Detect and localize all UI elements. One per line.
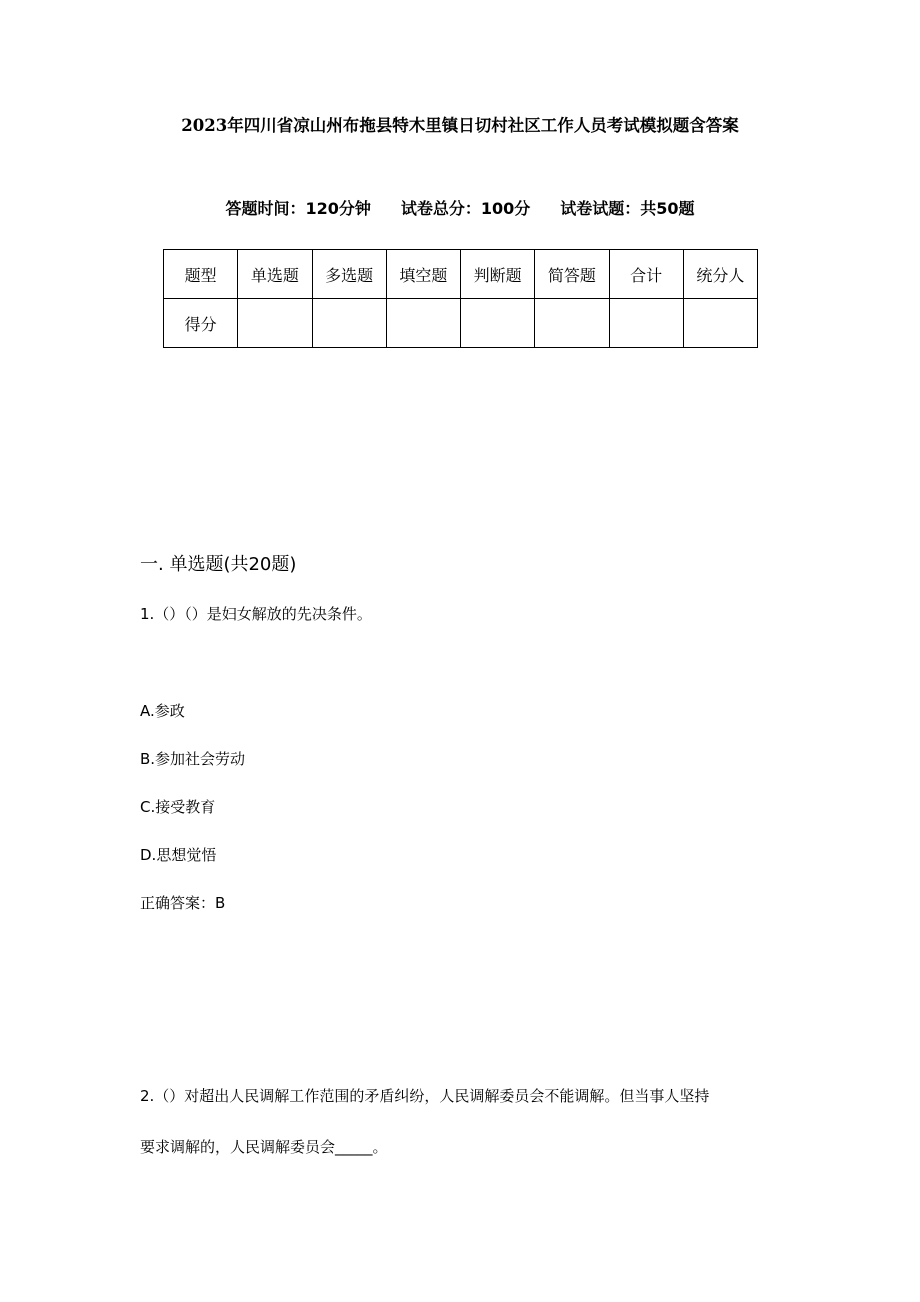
section-heading: 一. 单选题(共20题) xyxy=(140,554,297,575)
score-cell xyxy=(238,299,312,348)
header-cell-multiple-choice: 多选题 xyxy=(312,250,386,299)
exam-total-score: 试卷总分：100分 xyxy=(400,199,531,218)
header-cell-true-false: 判断题 xyxy=(461,250,535,299)
header-cell-scorer: 统分人 xyxy=(683,250,757,299)
question-1-option-c: C.接受教育 xyxy=(140,798,216,816)
header-cell-fill-blank: 填空题 xyxy=(386,250,460,299)
question-2-text-line-1: 2.（）对超出人民调解工作范围的矛盾纠纷，人民调解委员会不能调解。但当事人坚持 xyxy=(140,1087,710,1105)
score-cell xyxy=(386,299,460,348)
question-1-option-d: D.思想觉悟 xyxy=(140,846,217,864)
exam-meta xyxy=(0,198,920,220)
exam-question-count: 试卷试题：共50题 xyxy=(560,199,695,218)
header-cell-single-choice: 单选题 xyxy=(238,250,312,299)
exam-time: 答题时间：120分钟 xyxy=(225,199,371,218)
score-table-score-row xyxy=(164,299,758,348)
score-table-header-row xyxy=(164,250,758,299)
score-cell xyxy=(461,299,535,348)
header-cell-type: 题型 xyxy=(164,250,238,299)
question-1-option-a: A.参政 xyxy=(140,702,185,720)
header-cell-short-answer: 简答题 xyxy=(535,250,609,299)
question-1-text: 1.（）（）是妇女解放的先决条件。 xyxy=(140,605,372,623)
score-cell xyxy=(609,299,683,348)
score-table xyxy=(163,249,758,348)
question-1-option-b: B.参加社会劳动 xyxy=(140,750,246,768)
question-2-text-line-2: 要求调解的，人民调解委员会_____。 xyxy=(140,1138,388,1156)
score-cell xyxy=(683,299,757,348)
score-cell xyxy=(535,299,609,348)
score-row-label: 得分 xyxy=(164,299,238,348)
question-1-answer: 正确答案：B xyxy=(140,894,226,912)
header-cell-total: 合计 xyxy=(609,250,683,299)
document-title: 2023年四川省凉山州布拖县特木里镇日切村社区工作人员考试模拟题含答案 xyxy=(181,116,739,135)
score-cell xyxy=(312,299,386,348)
